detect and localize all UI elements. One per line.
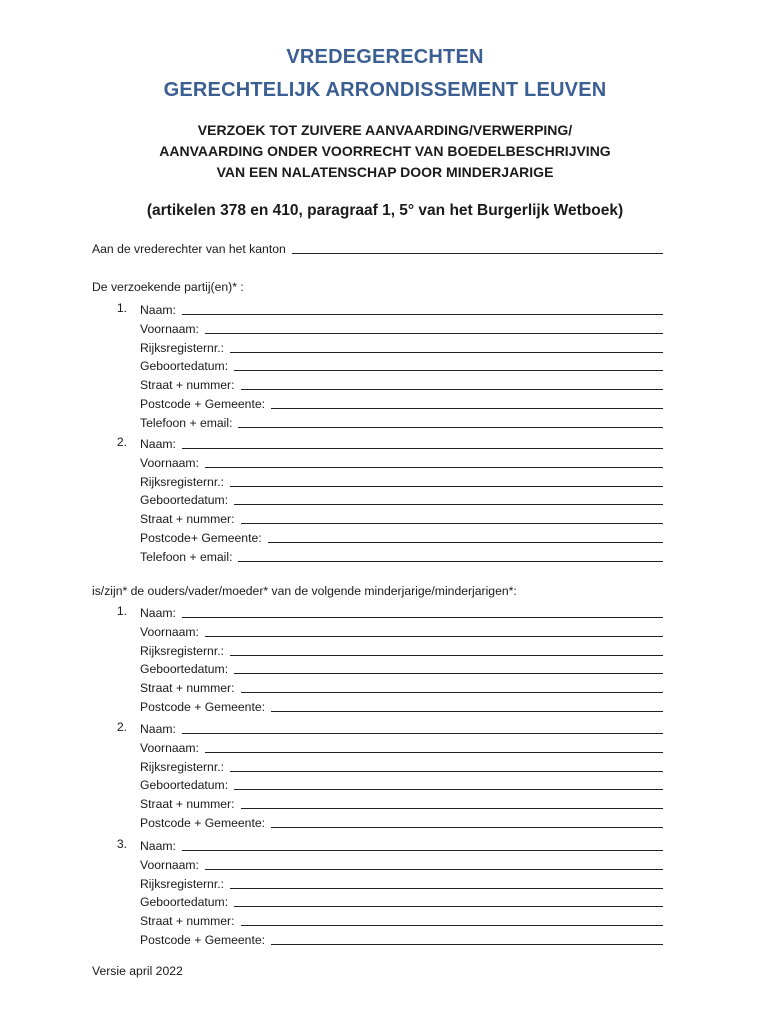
field-label: Geboortedatum: xyxy=(140,895,229,910)
field-label: Voornaam: xyxy=(140,455,199,470)
subject-line: VERZOEK TOT ZUIVERE AANVAARDING/VERWERPING/ xyxy=(197,122,573,138)
form-field[interactable] xyxy=(140,679,663,695)
field-blank[interactable] xyxy=(234,493,663,505)
form-field[interactable] xyxy=(140,875,663,891)
field-blank[interactable] xyxy=(230,877,663,889)
field-label: Straat + nummer: xyxy=(140,797,235,812)
field-label: Voornaam: xyxy=(140,740,199,755)
field-blank[interactable] xyxy=(205,741,663,753)
field-blank[interactable] xyxy=(205,322,663,334)
form-field[interactable] xyxy=(140,473,663,489)
form-field[interactable] xyxy=(140,491,663,507)
field-label: Straat + nummer: xyxy=(140,512,235,527)
canton-label: Aan de vrederechter van het kanton xyxy=(92,242,286,256)
form-field[interactable] xyxy=(140,776,663,792)
field-label: Rijksregisternr.: xyxy=(140,643,224,658)
field-label: Telefoon + email: xyxy=(140,415,233,430)
minors-heading: is/zijn* de ouders/vader/moeder* van de volgende minderjarige/minderjarigen*: xyxy=(92,584,517,598)
field-label: Straat + nummer: xyxy=(140,378,235,393)
form-field[interactable] xyxy=(140,548,663,564)
form-field[interactable] xyxy=(140,414,663,430)
field-blank[interactable] xyxy=(271,816,663,828)
entry-number: 1. xyxy=(116,604,127,618)
field-blank[interactable] xyxy=(271,700,663,712)
form-field[interactable] xyxy=(140,931,663,947)
field-blank[interactable] xyxy=(271,933,663,945)
field-label: Postcode + Gemeente: xyxy=(140,816,265,830)
entry-number: 3. xyxy=(116,837,127,851)
field-label: Rijksregisternr.: xyxy=(140,474,224,489)
subject-line: VAN EEN NALATENSCHAP DOOR MINDERJARIGE xyxy=(216,164,554,180)
field-label: Naam: xyxy=(140,722,176,736)
field-label: Postcode + Gemeente: xyxy=(140,700,265,714)
field-label: Naam: xyxy=(140,437,176,451)
field-blank[interactable] xyxy=(271,397,663,409)
form-field[interactable] xyxy=(140,795,663,811)
field-label: Rijksregisternr.: xyxy=(140,340,224,355)
subject-line: AANVAARDING ONDER VOORRECHT VAN BOEDELBESCHRIJVING xyxy=(159,143,611,159)
entry-number: 2. xyxy=(116,435,127,449)
parties-heading: De verzoekende partij(en)* : xyxy=(92,280,244,294)
field-blank[interactable] xyxy=(230,475,663,487)
form-field[interactable] xyxy=(140,395,663,411)
field-label: Postcode+ Gemeente: xyxy=(140,531,262,545)
field-label: Voornaam: xyxy=(140,321,199,336)
form-field[interactable] xyxy=(140,529,663,545)
field-label: Voornaam: xyxy=(140,624,199,639)
form-field[interactable] xyxy=(140,604,663,620)
field-label: Naam: xyxy=(140,303,176,317)
field-blank[interactable] xyxy=(234,778,663,790)
form-field[interactable] xyxy=(140,435,663,451)
field-blank[interactable] xyxy=(241,378,664,390)
court-subtitle: GERECHTELIJK ARRONDISSEMENT LEUVEN xyxy=(163,79,607,101)
field-blank[interactable] xyxy=(241,914,664,926)
form-field[interactable] xyxy=(140,912,663,928)
field-label: Telefoon + email: xyxy=(140,549,233,564)
field-blank[interactable] xyxy=(205,625,663,637)
field-blank[interactable] xyxy=(238,550,663,562)
canton-line[interactable] xyxy=(92,240,663,256)
form-field[interactable] xyxy=(140,856,663,872)
canton-blank[interactable] xyxy=(292,242,663,254)
legal-articles: (artikelen 378 en 410, paragraaf 1, 5° van het Burgerlijk Wetboek) xyxy=(146,202,624,219)
entry-number: 2. xyxy=(116,720,127,734)
field-label: Postcode + Gemeente: xyxy=(140,397,265,411)
field-blank[interactable] xyxy=(241,681,664,693)
form-field[interactable] xyxy=(140,642,663,658)
field-blank[interactable] xyxy=(182,839,663,851)
field-label: Geboortedatum: xyxy=(140,493,229,508)
form-field[interactable] xyxy=(140,814,663,830)
field-label: Rijksregisternr.: xyxy=(140,759,224,774)
form-field[interactable] xyxy=(140,510,663,526)
form-field[interactable] xyxy=(140,339,663,355)
field-blank[interactable] xyxy=(182,437,663,449)
field-label: Voornaam: xyxy=(140,857,199,872)
field-blank[interactable] xyxy=(241,512,664,524)
form-field[interactable] xyxy=(140,720,663,736)
field-blank[interactable] xyxy=(234,359,663,371)
field-blank[interactable] xyxy=(205,858,663,870)
field-label: Straat + nummer: xyxy=(140,681,235,696)
field-label: Straat + nummer: xyxy=(140,914,235,929)
form-field[interactable] xyxy=(140,357,663,373)
entry-number: 1. xyxy=(116,301,127,315)
form-field[interactable] xyxy=(140,320,663,336)
field-blank[interactable] xyxy=(182,303,663,315)
form-field[interactable] xyxy=(140,837,663,853)
field-blank[interactable] xyxy=(234,895,663,907)
field-blank[interactable] xyxy=(268,531,663,543)
form-field[interactable] xyxy=(140,739,663,755)
field-label: Geboortedatum: xyxy=(140,662,229,677)
field-label: Naam: xyxy=(140,839,176,853)
field-label: Geboortedatum: xyxy=(140,359,229,374)
field-blank[interactable] xyxy=(182,606,663,618)
form-field[interactable] xyxy=(140,660,663,676)
form-field[interactable] xyxy=(140,893,663,909)
version-footer: Versie april 2022 xyxy=(92,964,183,978)
request-subject xyxy=(0,120,770,183)
field-label: Naam: xyxy=(140,606,176,620)
court-title: VREDEGERECHTEN xyxy=(286,46,484,68)
field-blank[interactable] xyxy=(234,662,663,674)
form-field[interactable] xyxy=(140,454,663,470)
field-blank[interactable] xyxy=(205,456,663,468)
field-blank[interactable] xyxy=(230,760,663,772)
form-field[interactable] xyxy=(140,301,663,317)
field-blank[interactable] xyxy=(230,341,663,353)
form-field[interactable] xyxy=(140,623,663,639)
field-label: Postcode + Gemeente: xyxy=(140,933,265,947)
field-label: Rijksregisternr.: xyxy=(140,876,224,891)
form-field[interactable] xyxy=(140,376,663,392)
field-blank[interactable] xyxy=(241,797,664,809)
form-field[interactable] xyxy=(140,698,663,714)
form-field[interactable] xyxy=(140,758,663,774)
field-blank[interactable] xyxy=(182,722,663,734)
field-blank[interactable] xyxy=(230,644,663,656)
field-label: Geboortedatum: xyxy=(140,778,229,793)
field-blank[interactable] xyxy=(238,416,663,428)
